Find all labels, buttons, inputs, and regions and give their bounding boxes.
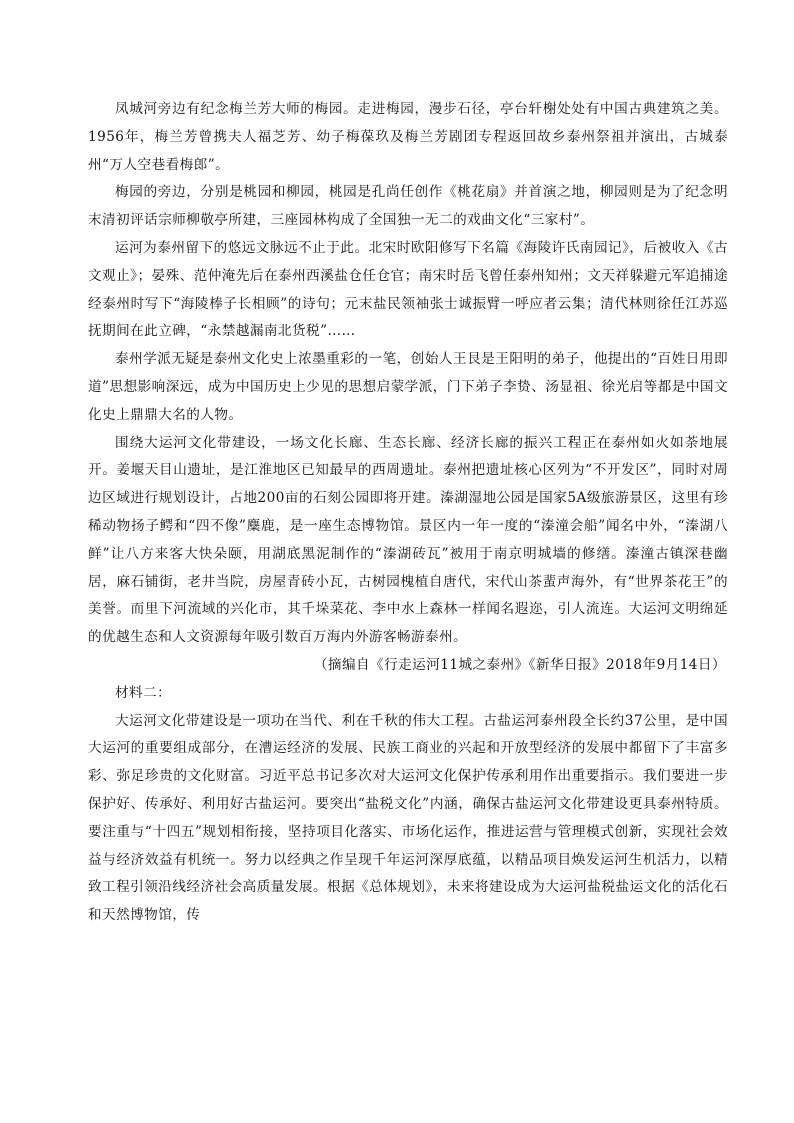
paragraph-grand-canal-construction: 围绕大运河文化带建设，一场文化长廊、生态长廊、经济长廊的振兴工程正在泰州如火如荼地展开。姜堰天目山遗址，是江淮地区已知最早的西周遗址。泰州把遗址核心区列为“不开发区”，同时对周边区域进行规划设计，占地200亩的石刻公园即将开建。溱湖湿地公园是国家5A级旅游景区，这里有珍稀动物扬子鳄和“四不像”麋鹿，是一座生态博物馆。景区内一年一度的“溱潼会船”闻名中外，“溱湖八鲜”让八方来客大快朵颐，用湖底黑泥制作的“溱湖砖瓦”被用于南京明城墙的修缮。溱潼古镇深巷幽居，麻石铺街，老井当院，房屋青砖小瓦，古树园槐植自唐代，宋代山茶蜚声海外，有“世界茶花王”的美誉。而里下河流域的兴化市，其千垛菜花、李中水上森林一样闻名遐迩，引人流连。大运河文明绵延的优越生态和人文资源每年吸引数百万海内外游客畅游泰州。	[88, 434, 728, 646]
source-citation: （摘编自《行走运河11城之泰州》《新华日报》2018年9月14日）	[313, 656, 726, 673]
document-body	[88, 96, 728, 930]
paragraph-taizhou-school: 泰州学派无疑是泰州文化史上浓墨重彩的一笔，创始人王艮是王阳明的弟子，他提出的“百姓日用即道”思想影响深远，成为中国历史上少见的思想启蒙学派，门下弟子李贽、汤显祖、徐光启等都是中国文化史上鼎鼎大名的人物。	[88, 351, 728, 423]
paragraph-meiyuan: 凤城河旁边有纪念梅兰芳大师的梅园。走进梅园，漫步石径，亭台轩榭处处有中国古典建筑之美。1956年，梅兰芳曾携夫人福芝芳、幼子梅葆玖及梅兰芳剧团专程返回故乡泰州祭祖并演出，古城泰州“万人空巷看梅郎”。	[88, 101, 728, 173]
paragraph-literary-heritage: 运河为泰州留下的悠远文脉远不止于此。北宋时欧阳修写下名篇《海陵许氏南园记》，后被收入《古文观止》；晏殊、范仲淹先后在泰州西溪盐仓任仓官；南宋时岳飞曾任泰州知州；文天祥躲避元军追捕途经泰州时写下“海陵棒子长相顾”的诗句；元末盐民领袖张士诚振臂一呼应者云集；清代林则徐任江苏巡抚期间在此立碑，“永禁越漏南北货税”……	[88, 239, 728, 340]
paragraph-salt-canal: 大运河文化带建设是一项功在当代、利在千秋的伟大工程。古盐运河泰州段全长约37公里，是中国大运河的重要组成部分，在漕运经济的发展、民族工商业的兴起和开放型经济的发展中都留下了丰富多彩、弥足珍贵的文化财富。习近平总书记多次对大运河文化保护传承利用作出重要指示。我们要进一步保护好、传承好、利用好古盐运河。要突出“盐税文化”内涵，确保古盐运河文化带建设更具泰州特质。要注重与“十四五”规划相衔接，坚持项目化落实、市场化运作，推进运营与管理模式创新，实现社会效益与经济效益有机统一。努力以经典之作呈现千年运河深厚底蕴，以精品项目焕发运河生机活力，以精致工程引领沿线经济社会高质量发展。根据《总体规划》，未来将建设成为大运河盐税盐运文化的活化石和天然博物馆，传	[88, 712, 728, 924]
material-two-heading: 材料二：	[115, 684, 172, 701]
paragraph-taoyuan-liuyuan: 梅园的旁边，分别是桃园和柳园，桃园是孔尚任创作《桃花扇》并首演之地，柳园则是为了纪念明末清初评话宗师柳敬亭所建，三座园林构成了全国独一无二的戏曲文化“三家村”。	[88, 184, 728, 229]
